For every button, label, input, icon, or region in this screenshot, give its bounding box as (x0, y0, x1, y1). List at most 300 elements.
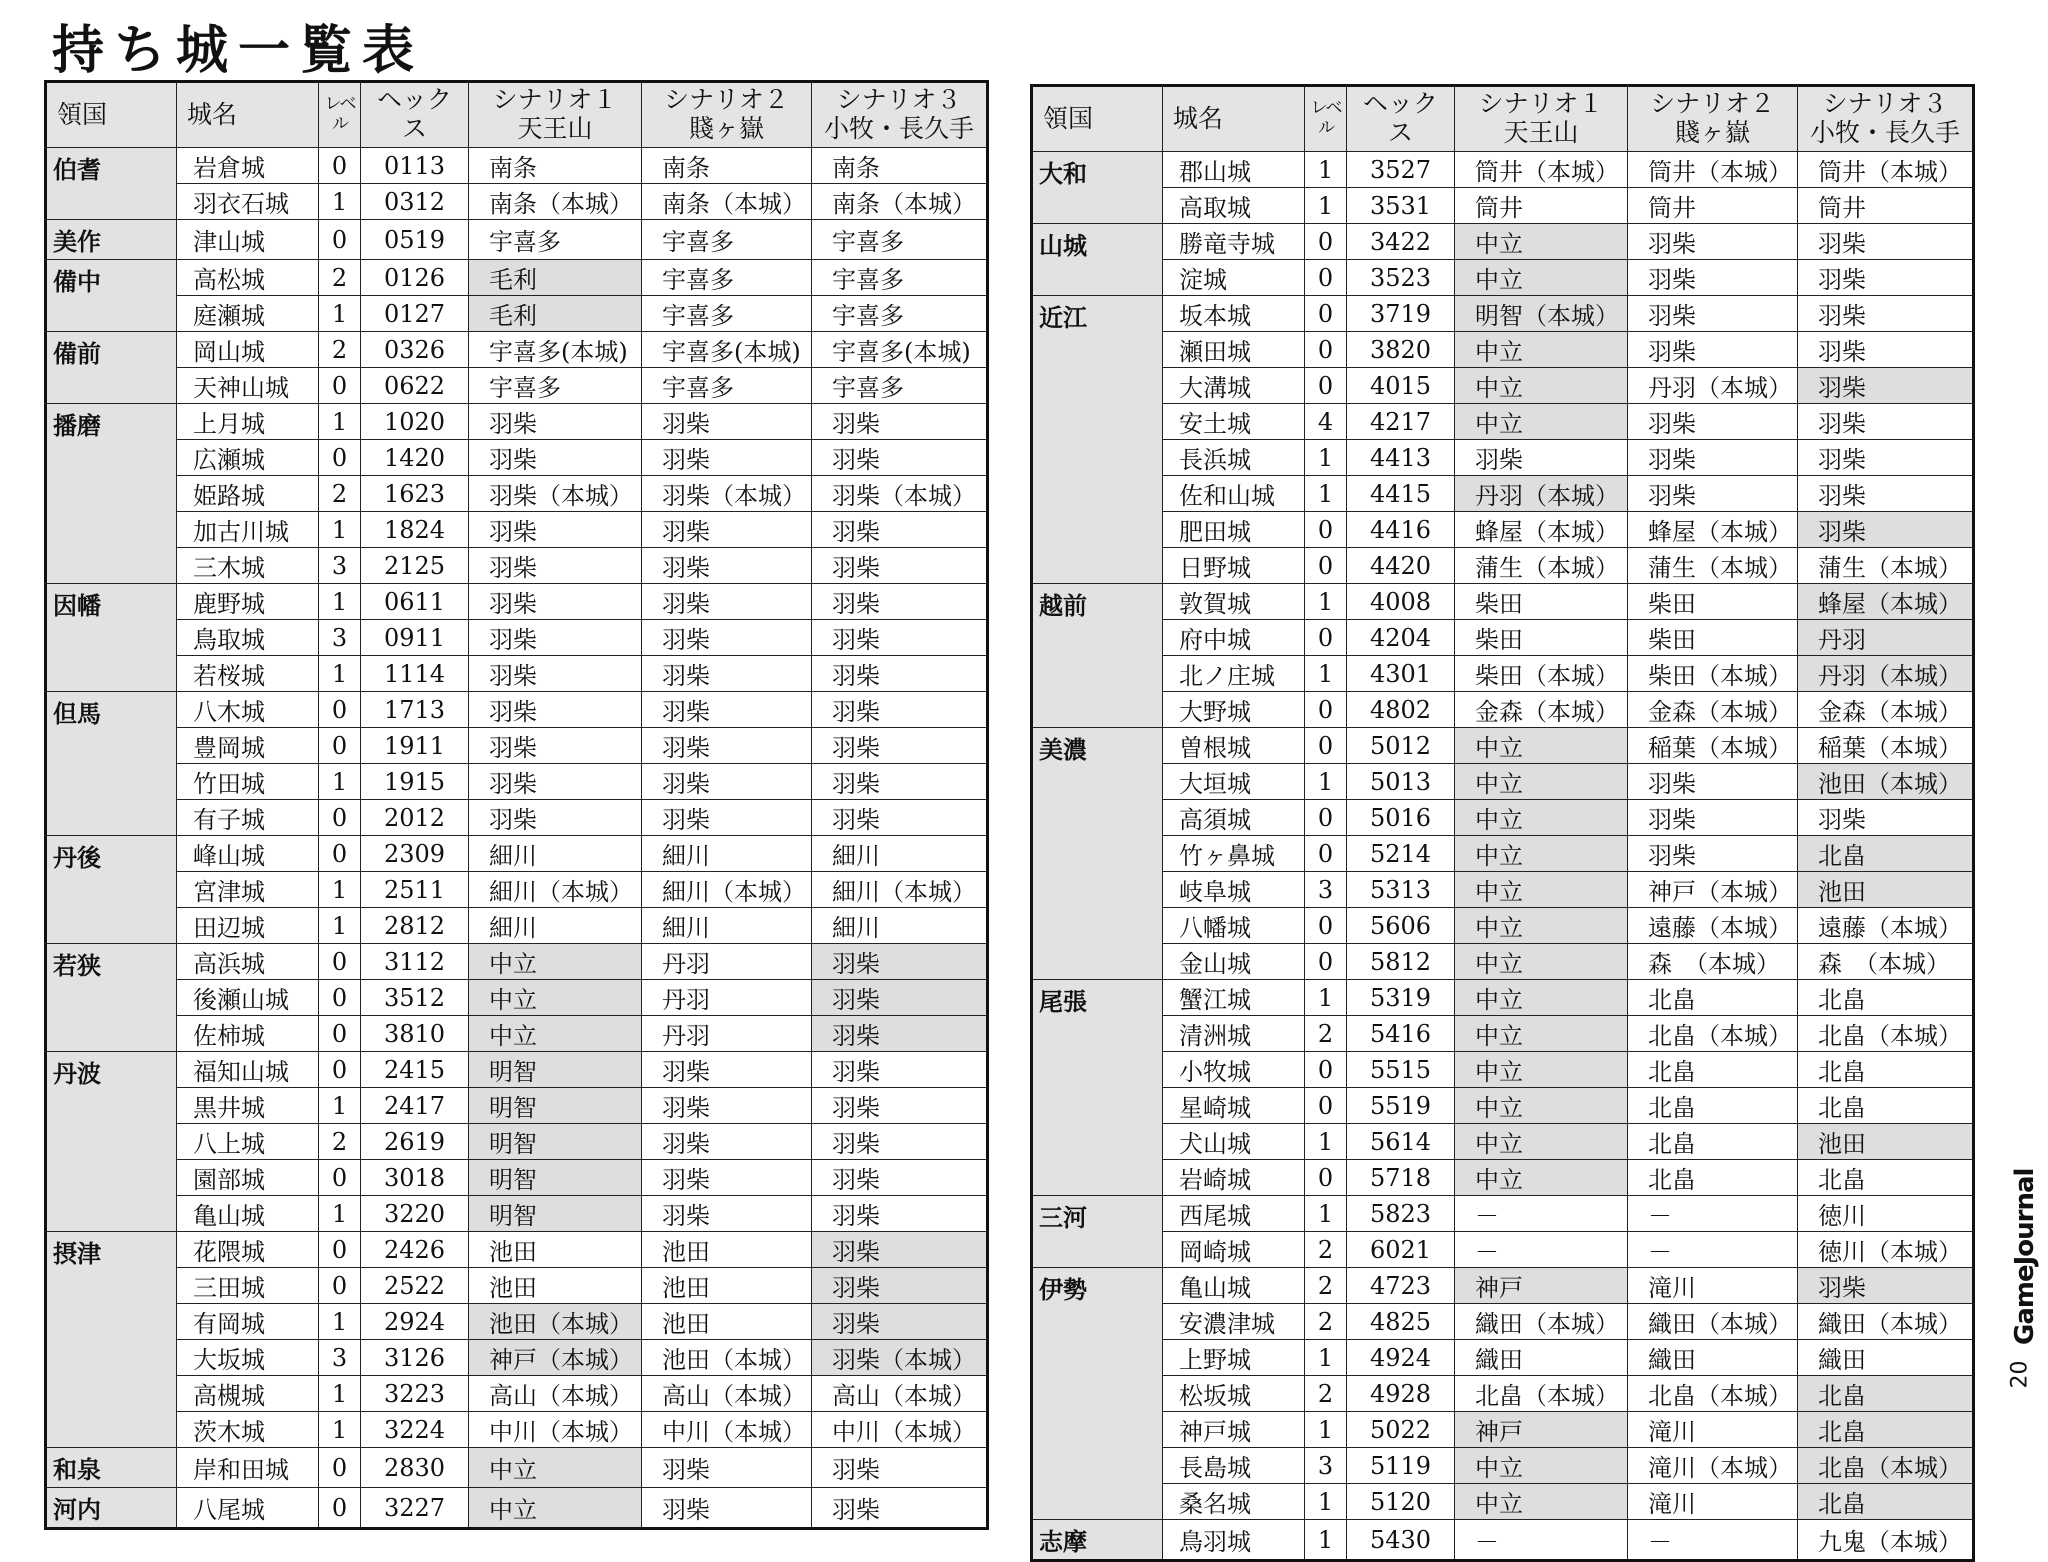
header-hex: ヘックス (1347, 86, 1455, 152)
scenario-3-owner-cell: 羽柴 (812, 1052, 988, 1088)
scenario-2-owner-cell: 丹羽 (642, 980, 812, 1016)
castle-name-cell: 神戸城 (1163, 1412, 1305, 1448)
castle-name-cell: 大野城 (1163, 692, 1305, 728)
scenario-1-owner-cell: 羽柴 (469, 656, 642, 692)
scenario-1-owner-cell: 羽柴 (1455, 440, 1628, 476)
scenario-1-owner-cell: 羽柴 (469, 800, 642, 836)
castle-name-cell: 清洲城 (1163, 1016, 1305, 1052)
scenario-1-owner-cell: 神戸 (1455, 1412, 1628, 1448)
level-cell: 1 (1305, 1340, 1347, 1376)
scenario-3-owner-cell: 南条（本城） (812, 184, 988, 220)
castle-name-cell: 岸和田城 (177, 1448, 319, 1488)
level-cell: 2 (1305, 1304, 1347, 1340)
scenario-3-owner-cell: 南条 (812, 148, 988, 184)
scenario-1-owner-cell: 柴田（本城） (1455, 656, 1628, 692)
level-cell: 0 (319, 728, 361, 764)
castle-name-cell: 茨木城 (177, 1412, 319, 1448)
hex-cell: 4217 (1347, 404, 1455, 440)
scenario-3-owner-cell: 蜂屋（本城） (1798, 584, 1974, 620)
scenario-3-owner-cell: 羽柴 (1798, 1268, 1974, 1304)
scenario-2-owner-cell: 北畠（本城） (1628, 1376, 1798, 1412)
scenario-1-owner-cell: 羽柴 (469, 440, 642, 476)
scenario-3-owner-cell: 北畠 (1798, 1376, 1974, 1412)
hex-cell: 2415 (361, 1052, 469, 1088)
scenario-2-owner-cell: 羽柴 (642, 1160, 812, 1196)
header-level: レベル (319, 82, 361, 148)
scenario-3-owner-cell: 織田（本城） (1798, 1304, 1974, 1340)
scenario-3-owner-cell: 金森（本城） (1798, 692, 1974, 728)
header-scenario-3-subtitle: 小牧・長久手 (823, 114, 974, 143)
level-cell: 0 (1305, 1052, 1347, 1088)
scenario-1-owner-cell: 明智（本城） (1455, 296, 1628, 332)
level-cell: 0 (319, 1052, 361, 1088)
scenario-1-owner-cell: 毛利 (469, 296, 642, 332)
hex-cell: 3512 (361, 980, 469, 1016)
scenario-1-owner-cell: － (1455, 1196, 1628, 1232)
scenario-3-owner-cell: 羽柴 (1798, 368, 1974, 404)
scenario-3-owner-cell: 羽柴 (812, 1196, 988, 1232)
scenario-2-owner-cell: 北畠 (1628, 1160, 1798, 1196)
scenario-1-owner-cell: 中立 (469, 1448, 642, 1488)
scenario-1-owner-cell: 丹羽（本城） (1455, 476, 1628, 512)
table-row (1032, 728, 1974, 764)
scenario-2-owner-cell: 滝川（本城） (1628, 1448, 1798, 1484)
hex-cell: 3126 (361, 1340, 469, 1376)
hex-cell: 5519 (1347, 1088, 1455, 1124)
castle-name-cell: 岩倉城 (177, 148, 319, 184)
province-cell: 山城 (1032, 224, 1163, 296)
scenario-1-owner-cell: 織田（本城） (1455, 1304, 1628, 1340)
level-cell: 0 (1305, 944, 1347, 980)
hex-cell: 4802 (1347, 692, 1455, 728)
scenario-2-owner-cell: 細川 (642, 836, 812, 872)
scenario-3-owner-cell: 羽柴 (812, 1016, 988, 1052)
province-cell: 河内 (46, 1488, 177, 1529)
level-cell: 0 (319, 148, 361, 184)
castle-name-cell: 峰山城 (177, 836, 319, 872)
hex-cell: 3224 (361, 1412, 469, 1448)
province-cell: 美濃 (1032, 728, 1163, 980)
table-row (46, 1268, 988, 1304)
hex-cell: 1915 (361, 764, 469, 800)
scenario-2-owner-cell: 羽柴 (1628, 800, 1798, 836)
castle-name-cell: 広瀬城 (177, 440, 319, 476)
castle-name-cell: 岩崎城 (1163, 1160, 1305, 1196)
castle-name-cell: 岡崎城 (1163, 1232, 1305, 1268)
table-row (1032, 476, 1974, 512)
castle-name-cell: 蟹江城 (1163, 980, 1305, 1016)
scenario-2-owner-cell: 神戸（本城） (1628, 872, 1798, 908)
castle-name-cell: 安土城 (1163, 404, 1305, 440)
province-cell: 三河 (1032, 1196, 1163, 1268)
hex-cell: 3820 (1347, 332, 1455, 368)
scenario-2-owner-cell: 宇喜多 (642, 296, 812, 332)
scenario-2-owner-cell: 北畠 (1628, 980, 1798, 1016)
scenario-1-owner-cell: 中立 (1455, 404, 1628, 440)
level-cell: 0 (1305, 620, 1347, 656)
hex-cell: 0911 (361, 620, 469, 656)
scenario-1-owner-cell: 南条 (469, 148, 642, 184)
hex-cell: 5416 (1347, 1016, 1455, 1052)
scenario-2-owner-cell: 池田 (642, 1268, 812, 1304)
level-cell: 1 (1305, 188, 1347, 224)
level-cell: 0 (319, 692, 361, 728)
level-cell: 1 (319, 656, 361, 692)
scenario-1-owner-cell: 羽柴 (469, 764, 642, 800)
level-cell: 3 (1305, 872, 1347, 908)
table-row (46, 656, 988, 692)
table-row (46, 1052, 988, 1088)
scenario-1-owner-cell: 中立 (469, 944, 642, 980)
castle-name-cell: 大坂城 (177, 1340, 319, 1376)
hex-cell: 0312 (361, 184, 469, 220)
castle-name-cell: 八上城 (177, 1124, 319, 1160)
castle-name-cell: 高槻城 (177, 1376, 319, 1412)
level-cell: 0 (1305, 800, 1347, 836)
hex-cell: 4928 (1347, 1376, 1455, 1412)
scenario-1-owner-cell: 細川 (469, 908, 642, 944)
scenario-3-owner-cell: 羽柴 (812, 1232, 988, 1268)
scenario-1-owner-cell: 宇喜多 (469, 220, 642, 260)
hex-cell: 3531 (1347, 188, 1455, 224)
castle-name-cell: 有子城 (177, 800, 319, 836)
scenario-3-owner-cell: 北畠（本城） (1798, 1016, 1974, 1052)
header-scenario-2 (1628, 86, 1798, 152)
scenario-2-owner-cell: 羽柴 (642, 1052, 812, 1088)
hex-cell: 5430 (1347, 1520, 1455, 1561)
scenario-2-owner-cell: － (1628, 1520, 1798, 1561)
level-cell: 0 (319, 368, 361, 404)
scenario-1-owner-cell: 中立 (1455, 764, 1628, 800)
table-row (1032, 368, 1974, 404)
level-cell: 1 (1305, 440, 1347, 476)
hex-cell: 4416 (1347, 512, 1455, 548)
table-row (1032, 1376, 1974, 1412)
scenario-2-owner-cell: 丹羽 (642, 944, 812, 980)
header-province: 領国 (1032, 86, 1163, 152)
header-hex: ヘックス (361, 82, 469, 148)
table-row (1032, 260, 1974, 296)
scenario-3-owner-cell: 羽柴 (812, 1124, 988, 1160)
scenario-3-owner-cell: 羽柴 (812, 1488, 988, 1529)
castle-name-cell: 福知山城 (177, 1052, 319, 1088)
scenario-2-owner-cell: － (1628, 1196, 1798, 1232)
page-title: 持ち城一覧表 (52, 21, 425, 81)
castle-name-cell: 安濃津城 (1163, 1304, 1305, 1340)
level-cell: 1 (1305, 152, 1347, 188)
castle-name-cell: 郡山城 (1163, 152, 1305, 188)
table-row (1032, 800, 1974, 836)
header-scenario-2-label: シナリオ２ (1650, 89, 1775, 119)
scenario-2-owner-cell: 羽柴 (1628, 332, 1798, 368)
castle-name-cell: 八尾城 (177, 1488, 319, 1529)
scenario-3-owner-cell: 羽柴 (812, 800, 988, 836)
scenario-3-owner-cell: 羽柴 (1798, 800, 1974, 836)
castle-name-cell: 高取城 (1163, 188, 1305, 224)
scenario-2-owner-cell: － (1628, 1232, 1798, 1268)
castle-name-cell: 若桜城 (177, 656, 319, 692)
table-row (1032, 296, 1974, 332)
table-row (1032, 1340, 1974, 1376)
level-cell: 0 (319, 1160, 361, 1196)
castle-name-cell: 宮津城 (177, 872, 319, 908)
scenario-3-owner-cell: 北畠 (1798, 1412, 1974, 1448)
scenario-1-owner-cell: 羽柴 (469, 620, 642, 656)
table-row (1032, 620, 1974, 656)
header-scenario-3-subtitle: 小牧・長久手 (1809, 118, 1960, 147)
scenario-1-owner-cell: 中立 (1455, 980, 1628, 1016)
scenario-1-owner-cell: 中立 (1455, 872, 1628, 908)
table-row (1032, 440, 1974, 476)
level-cell: 1 (319, 1196, 361, 1232)
scenario-1-owner-cell: 羽柴 (469, 728, 642, 764)
table-row (46, 1448, 988, 1488)
province-cell: 備前 (46, 332, 177, 404)
scenario-1-owner-cell: 中立 (469, 980, 642, 1016)
table-row (1032, 1124, 1974, 1160)
scenario-2-owner-cell: 羽柴 (642, 584, 812, 620)
level-cell: 2 (1305, 1016, 1347, 1052)
hex-cell: 4008 (1347, 584, 1455, 620)
castle-name-cell: 羽衣石城 (177, 184, 319, 220)
table-row (1032, 1520, 1974, 1561)
table-row (46, 620, 988, 656)
scenario-3-owner-cell: 羽柴 (812, 944, 988, 980)
table-row (46, 476, 988, 512)
header-scenario-1 (1455, 86, 1628, 152)
castle-name-cell: 勝竜寺城 (1163, 224, 1305, 260)
castle-name-cell: 豊岡城 (177, 728, 319, 764)
level-cell: 0 (1305, 836, 1347, 872)
level-cell: 0 (319, 836, 361, 872)
table-row (46, 980, 988, 1016)
hex-cell: 4723 (1347, 1268, 1455, 1304)
level-cell: 1 (1305, 656, 1347, 692)
table-row (1032, 1052, 1974, 1088)
scenario-3-owner-cell: 宇喜多(本城) (812, 332, 988, 368)
scenario-1-owner-cell: 中立 (1455, 908, 1628, 944)
level-cell: 0 (1305, 548, 1347, 584)
province-cell: 志摩 (1032, 1520, 1163, 1561)
castle-name-cell: 高浜城 (177, 944, 319, 980)
scenario-2-owner-cell: 羽柴 (642, 440, 812, 476)
castle-name-cell: 園部城 (177, 1160, 319, 1196)
scenario-2-owner-cell: 羽柴 (642, 656, 812, 692)
scenario-2-owner-cell: 蒲生（本城） (1628, 548, 1798, 584)
scenario-2-owner-cell: 羽柴 (642, 548, 812, 584)
scenario-3-owner-cell: 羽柴 (812, 692, 988, 728)
scenario-3-owner-cell: 北畠（本城） (1798, 1448, 1974, 1484)
scenario-1-owner-cell: 中立 (1455, 260, 1628, 296)
province-cell: 丹後 (46, 836, 177, 944)
province-cell: 但馬 (46, 692, 177, 836)
scenario-3-owner-cell: 羽柴 (812, 1268, 988, 1304)
castle-name-cell: 西尾城 (1163, 1196, 1305, 1232)
scenario-3-owner-cell: 羽柴 (1798, 440, 1974, 476)
level-cell: 0 (319, 1488, 361, 1529)
scenario-2-owner-cell: 羽柴 (1628, 224, 1798, 260)
scenario-1-owner-cell: 宇喜多(本城) (469, 332, 642, 368)
scenario-2-owner-cell: 羽柴 (1628, 440, 1798, 476)
table-row (1032, 872, 1974, 908)
table-row (1032, 512, 1974, 548)
scenario-1-owner-cell: 中川（本城） (469, 1412, 642, 1448)
scenario-1-owner-cell: 細川 (469, 836, 642, 872)
table-row (1032, 980, 1974, 1016)
scenario-2-owner-cell: 羽柴 (642, 1448, 812, 1488)
hex-cell: 5016 (1347, 800, 1455, 836)
scenario-2-owner-cell: 北畠（本城） (1628, 1016, 1798, 1052)
level-cell: 3 (319, 1340, 361, 1376)
table-row (46, 1088, 988, 1124)
header-scenario-1 (469, 82, 642, 148)
table-row (1032, 152, 1974, 188)
table-row (46, 220, 988, 260)
scenario-3-owner-cell: 羽柴 (812, 404, 988, 440)
castle-name-cell: 曽根城 (1163, 728, 1305, 764)
scenario-3-owner-cell: 羽柴 (812, 1160, 988, 1196)
table-row (46, 1232, 988, 1268)
scenario-3-owner-cell: 九鬼（本城） (1798, 1520, 1974, 1561)
hex-cell: 0326 (361, 332, 469, 368)
scenario-2-owner-cell: 羽柴 (642, 1124, 812, 1160)
castle-name-cell: 庭瀬城 (177, 296, 319, 332)
table-row (1032, 1412, 1974, 1448)
castle-name-cell: 岡山城 (177, 332, 319, 368)
hex-cell: 0611 (361, 584, 469, 620)
header-castle: 城名 (177, 82, 319, 148)
table-row (1032, 1016, 1974, 1052)
hex-cell: 4924 (1347, 1340, 1455, 1376)
header-scenario-1-subtitle: 天王山 (1503, 118, 1579, 147)
scenario-3-owner-cell: 羽柴 (1798, 332, 1974, 368)
hex-cell: 1114 (361, 656, 469, 692)
scenario-3-owner-cell: 羽柴 (812, 440, 988, 476)
table-row (46, 800, 988, 836)
scenario-1-owner-cell: 中立 (1455, 1484, 1628, 1520)
scenario-3-owner-cell: 筒井 (1798, 188, 1974, 224)
scenario-3-owner-cell: 森 （本城） (1798, 944, 1974, 980)
hex-cell: 0126 (361, 260, 469, 296)
header-scenario-1-label: シナリオ１ (492, 85, 618, 115)
castle-name-cell: 鳥羽城 (1163, 1520, 1305, 1561)
hex-cell: 4015 (1347, 368, 1455, 404)
table-row (46, 148, 988, 184)
level-cell: 0 (1305, 368, 1347, 404)
level-cell: 1 (319, 872, 361, 908)
scenario-1-owner-cell: 中立 (1455, 224, 1628, 260)
hex-cell: 3422 (1347, 224, 1455, 260)
castle-name-cell: 大溝城 (1163, 368, 1305, 404)
table-row (46, 404, 988, 440)
scenario-3-owner-cell: 細川 (812, 836, 988, 872)
scenario-3-owner-cell: 織田 (1798, 1340, 1974, 1376)
scenario-2-owner-cell: 滝川 (1628, 1484, 1798, 1520)
table-row (1032, 584, 1974, 620)
hex-cell: 2125 (361, 548, 469, 584)
scenario-1-owner-cell: 中立 (1455, 1088, 1628, 1124)
castle-name-cell: 坂本城 (1163, 296, 1305, 332)
table-row (46, 1376, 988, 1412)
hex-cell: 5606 (1347, 908, 1455, 944)
header-castle: 城名 (1163, 86, 1305, 152)
scenario-1-owner-cell: 羽柴 (469, 584, 642, 620)
province-cell: 因幡 (46, 584, 177, 692)
scenario-3-owner-cell: 羽柴 (1798, 404, 1974, 440)
scenario-3-owner-cell: 池田（本城） (1798, 764, 1974, 800)
scenario-1-owner-cell: 北畠（本城） (1455, 1376, 1628, 1412)
header-scenario-3 (1798, 86, 1974, 152)
castle-name-cell: 小牧城 (1163, 1052, 1305, 1088)
level-cell: 3 (1305, 1448, 1347, 1484)
castle-name-cell: 有岡城 (177, 1304, 319, 1340)
province-cell: 伯耆 (46, 148, 177, 220)
table-header-row (1032, 86, 1974, 152)
scenario-1-owner-cell: 神戸 (1455, 1268, 1628, 1304)
hex-cell: 5313 (1347, 872, 1455, 908)
scenario-1-owner-cell: 中立 (1455, 1160, 1628, 1196)
hex-cell: 1420 (361, 440, 469, 476)
scenario-1-owner-cell: 中立 (1455, 728, 1628, 764)
scenario-3-owner-cell: 羽柴 (1798, 512, 1974, 548)
table-row (1032, 1448, 1974, 1484)
level-cell: 2 (319, 332, 361, 368)
hex-cell: 0622 (361, 368, 469, 404)
scenario-3-owner-cell: 羽柴 (812, 620, 988, 656)
table-row (46, 1304, 988, 1340)
scenario-2-owner-cell: 中川（本城） (642, 1412, 812, 1448)
table-row (46, 184, 988, 220)
castle-name-cell: 竹ヶ鼻城 (1163, 836, 1305, 872)
hex-cell: 1911 (361, 728, 469, 764)
table-row (1032, 332, 1974, 368)
header-level: レベル (1305, 86, 1347, 152)
hex-cell: 4825 (1347, 1304, 1455, 1340)
scenario-2-owner-cell: 柴田（本城） (1628, 656, 1798, 692)
castle-name-cell: 長浜城 (1163, 440, 1305, 476)
hex-cell: 1623 (361, 476, 469, 512)
castle-name-cell: 佐柿城 (177, 1016, 319, 1052)
level-cell: 1 (1305, 1412, 1347, 1448)
castle-name-cell: 田辺城 (177, 908, 319, 944)
hex-cell: 5823 (1347, 1196, 1455, 1232)
scenario-2-owner-cell: 宇喜多 (642, 220, 812, 260)
castle-table-left (44, 80, 989, 1530)
hex-cell: 3523 (1347, 260, 1455, 296)
scenario-2-owner-cell: 金森（本城） (1628, 692, 1798, 728)
level-cell: 0 (319, 800, 361, 836)
level-cell: 1 (319, 764, 361, 800)
province-cell: 越前 (1032, 584, 1163, 728)
scenario-2-owner-cell: 羽柴 (642, 620, 812, 656)
table-row (1032, 1088, 1974, 1124)
level-cell: 1 (1305, 1124, 1347, 1160)
scenario-2-owner-cell: 羽柴 (642, 512, 812, 548)
castle-name-cell: 上野城 (1163, 1340, 1305, 1376)
level-cell: 3 (319, 620, 361, 656)
scenario-1-owner-cell: 南条（本城） (469, 184, 642, 220)
table-row (1032, 908, 1974, 944)
scenario-3-owner-cell: 丹羽（本城） (1798, 656, 1974, 692)
table-row (1032, 692, 1974, 728)
hex-cell: 1020 (361, 404, 469, 440)
table-row (1032, 836, 1974, 872)
level-cell: 0 (319, 980, 361, 1016)
scenario-2-owner-cell: 高山（本城） (642, 1376, 812, 1412)
province-cell: 美作 (46, 220, 177, 260)
castle-name-cell: 佐和山城 (1163, 476, 1305, 512)
castle-name-cell: 淀城 (1163, 260, 1305, 296)
